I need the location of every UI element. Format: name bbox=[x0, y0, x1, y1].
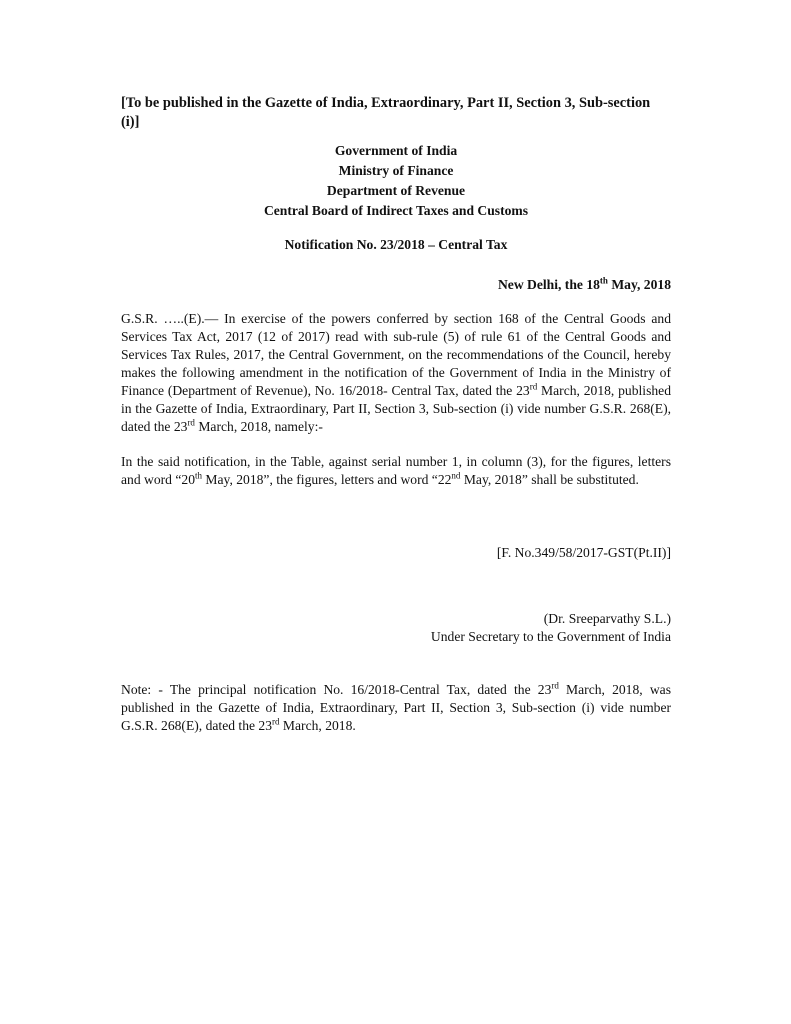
file-number: [F. No.349/58/2017-GST(Pt.II)] bbox=[496, 545, 671, 560]
note-text-3: March, 2018. bbox=[279, 718, 356, 733]
para1-suffix-1: rd bbox=[529, 381, 538, 392]
note-suffix-1: rd bbox=[551, 680, 559, 691]
para1-text-1: G.S.R. …..(E).— In exercise of the powers conferred by section 168 of the Central Goods and Services Tax Act, 2017 (12 of 2017) read with sub-rule (5) of rule 61 of the Central Goods and Services Tax Rules, 2017, the Central Government, on the recommendations of the Council, hereby makes the following amendment in the notification of the Government of India in the Ministry of Finance (Department of Revenue), No. 16/2018- Central Tax, dated the 23 bbox=[121, 311, 671, 398]
signature-block bbox=[121, 610, 671, 646]
place-and-date bbox=[121, 276, 671, 294]
authority-board: Central Board of Indirect Taxes and Customs bbox=[263, 203, 529, 218]
note-text-1: Note: - The principal notification No. 16/2018-Central Tax, dated the 23 bbox=[121, 682, 552, 697]
signatory-designation: Under Secretary to the Government of India bbox=[430, 629, 671, 644]
note-paragraph bbox=[121, 681, 671, 735]
para2-suffix-1: th bbox=[195, 470, 203, 481]
publication-header: [To be published in the Gazette of India, Extraordinary, Part II, Section 3, Sub-section (i)] bbox=[121, 95, 651, 130]
authority-ministry: Ministry of Finance bbox=[338, 163, 454, 178]
place-date-text-end: May, 2018 bbox=[607, 277, 671, 292]
para2-text-1: In the said notification, in the Table, against serial number 1, in column (3), for the figures, letters and word “20 bbox=[121, 454, 671, 487]
para1-suffix-2: rd bbox=[187, 417, 195, 428]
para2-suffix-2: nd bbox=[451, 470, 461, 481]
authority-department: Department of Revenue bbox=[326, 183, 466, 198]
note-text-2: March, 2018, was published in the Gazette of India, Extraordinary, Part II, Section 3, Sub-section (i) vide number G.S.R. 268(E), dated the 23 bbox=[121, 682, 671, 733]
para2-text-2: May, 2018”, the figures, letters and word “22 bbox=[202, 472, 452, 487]
authority-government: Government of India bbox=[334, 143, 458, 158]
para1-text-2: March, 2018, published in the Gazette of India, Extraordinary, Part II, Section 3, Sub-section (i) vide number G.S.R. 268(E), dated the 23 bbox=[121, 383, 671, 434]
place-date-suffix: th bbox=[599, 275, 608, 286]
issuing-authority bbox=[121, 141, 671, 221]
para2-text-3: May, 2018” shall be substituted. bbox=[460, 472, 639, 487]
amendment-paragraph bbox=[121, 453, 671, 489]
notification-title: Notification No. 23/2018 – Central Tax bbox=[284, 237, 508, 252]
place-date-text: New Delhi, the 18 bbox=[497, 277, 600, 292]
para1-text-3: March, 2018, namely:- bbox=[194, 419, 323, 434]
note-suffix-2: rd bbox=[272, 716, 280, 727]
main-paragraph bbox=[121, 310, 671, 436]
signatory-name: (Dr. Sreeparvathy S.L.) bbox=[543, 611, 671, 626]
